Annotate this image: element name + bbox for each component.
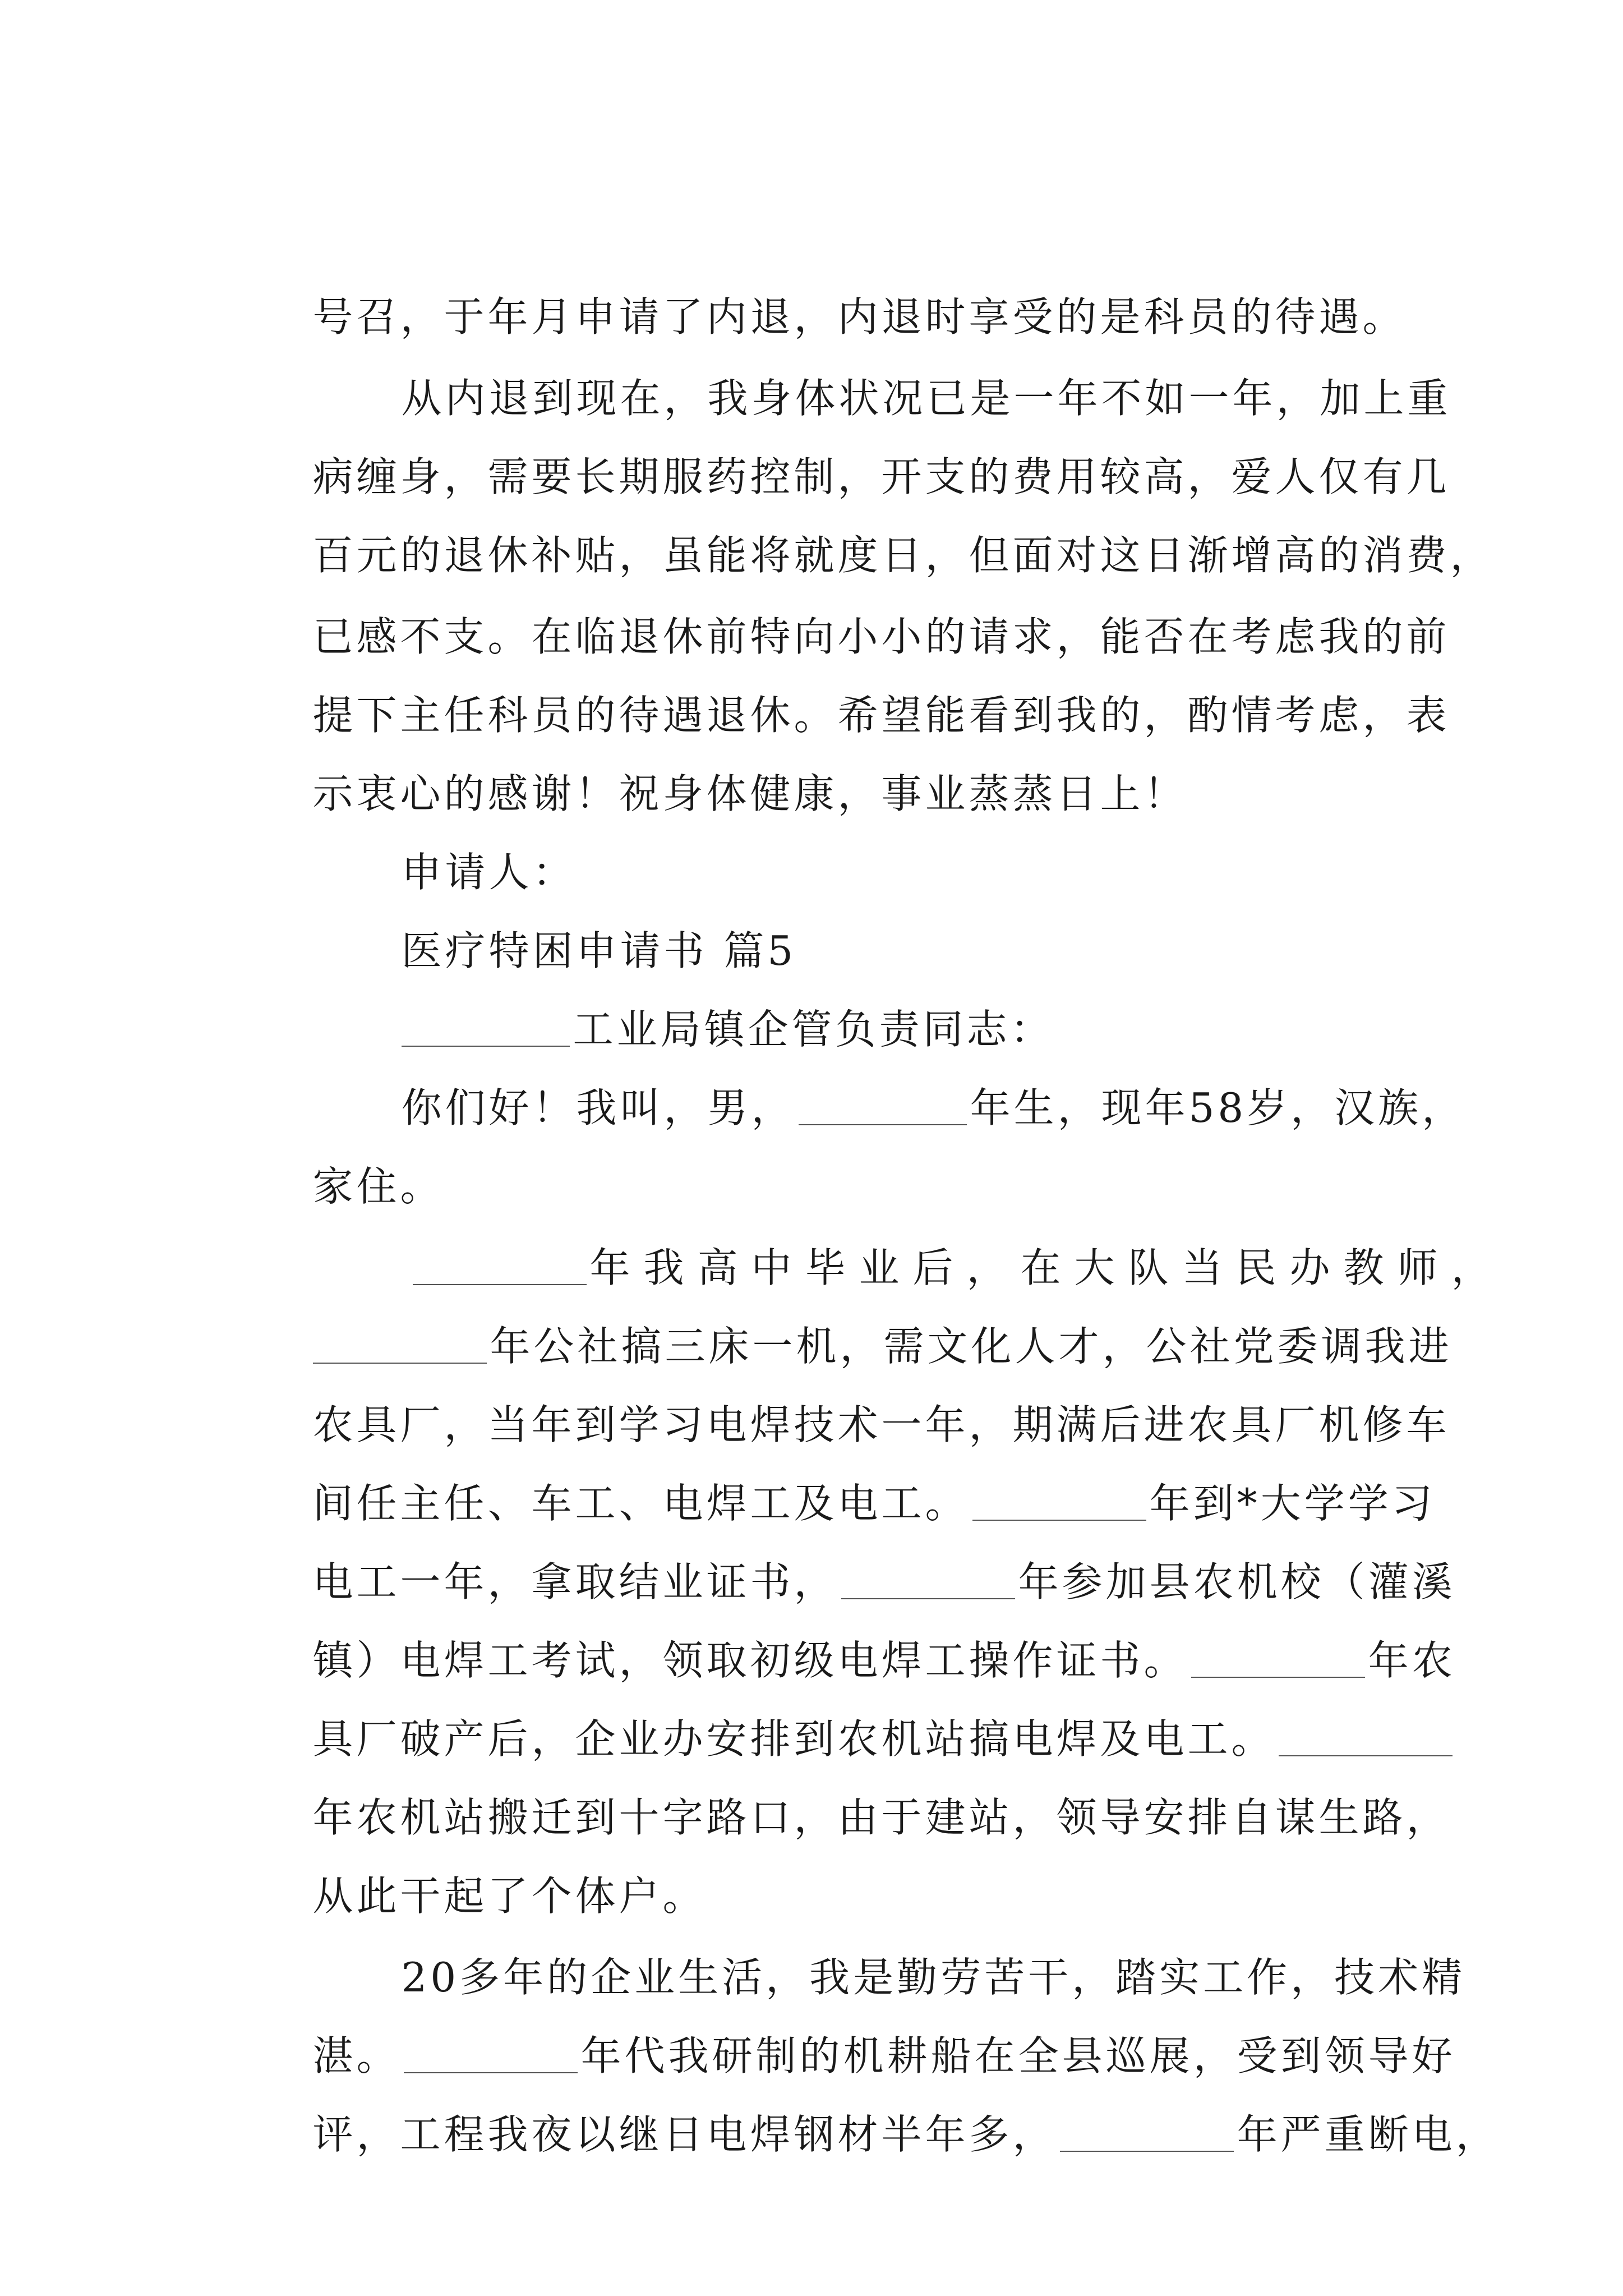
text-run: 年到*大学学习 bbox=[1149, 1480, 1436, 1527]
text-run: 20多年的企业生活，我是勤劳苦干，踏实工作，技术精 bbox=[401, 1954, 1466, 2001]
text-run: 镇）电焊工考试，领取初级电焊工操作证书。 bbox=[312, 1637, 1188, 1684]
text-run: 年农机站搬迁到十字路口，由于建站，领导安排自谋生路， bbox=[312, 1794, 1450, 1841]
text-run: 医疗特困申请书 篇5 bbox=[401, 927, 797, 974]
text-line bbox=[0, 1228, 1623, 1370]
text-run: 湛。 bbox=[312, 2032, 400, 2079]
text-run: 评，工程我夜以继日电焊钢材半年多， bbox=[312, 2111, 1057, 2158]
text-run: 年严重断电， bbox=[1237, 2111, 1500, 2158]
text-run: 年农 bbox=[1368, 1637, 1456, 1684]
text-line bbox=[0, 519, 1623, 660]
text-run: 百元的退休补贴，虽能将就度日，但面对这日渐增高的消费， bbox=[312, 532, 1494, 579]
text-run: 申请人： bbox=[401, 849, 577, 896]
text-line bbox=[0, 1464, 1623, 1605]
text-run: 年参加县农机校（灌溪 bbox=[1018, 1558, 1456, 1605]
text-line bbox=[0, 1543, 1623, 1684]
text-line bbox=[0, 280, 1623, 422]
text-run: 年公社搞三床一机，需文化人才，公社党委调我进 bbox=[490, 1323, 1453, 1370]
signature-label bbox=[0, 754, 1623, 896]
text-line bbox=[0, 2017, 1623, 2158]
text-run: 间任主任、车工、电焊工及电工。 bbox=[312, 1480, 969, 1527]
text-line bbox=[0, 1150, 1623, 1291]
text-line bbox=[0, 990, 1623, 1131]
text-line bbox=[0, 1700, 1623, 1841]
text-run: 电工一年，拿取结业证书， bbox=[312, 1558, 838, 1605]
section-heading bbox=[0, 833, 1623, 974]
text-run: 年我高中毕业后，在大队当民办教师， bbox=[589, 1244, 1505, 1291]
text-run: 已感不支。在临退休前特向小小的请求，能否在考虑我的前 bbox=[312, 613, 1450, 660]
text-run: 农具厂，当年到学习电焊技术一年，期满后进农具厂机修车 bbox=[312, 1401, 1450, 1448]
text-line bbox=[0, 1386, 1623, 1527]
text-run: 年代我研制的机耕船在全县巡展，受到领导好 bbox=[580, 2032, 1456, 2079]
text-line bbox=[0, 676, 1623, 817]
text-line bbox=[0, 1069, 1623, 1210]
text-run: 你们好！我叫，男， bbox=[401, 1084, 795, 1131]
salutation bbox=[0, 912, 1623, 1053]
text-line bbox=[0, 597, 1623, 739]
text-line bbox=[0, 199, 1623, 341]
blank-line bbox=[1060, 2151, 1234, 2152]
text-run: 提下主任科员的待遇退休。希望能看到我的，酌情考虑，表 bbox=[312, 692, 1450, 739]
text-line bbox=[0, 359, 1623, 500]
text-line bbox=[0, 1860, 1623, 2001]
text-line bbox=[0, 1778, 1623, 1920]
text-run: 从此干起了个体户。 bbox=[312, 1872, 707, 1920]
text-run: 工业局镇企管负责同志： bbox=[573, 1006, 1054, 1053]
text-line bbox=[0, 1938, 1623, 2079]
text-line bbox=[0, 438, 1623, 579]
text-run: 病缠身，需要长期服药控制，开支的费用较高，爱人仅有几 bbox=[312, 453, 1450, 500]
text-run: 示衷心的感谢！祝身体健康，事业蒸蒸日上！ bbox=[312, 770, 1188, 817]
text-line bbox=[0, 1621, 1623, 1763]
text-run: 号召，于年月申请了内退，内退时享受的是科员的待遇。 bbox=[312, 293, 1407, 341]
text-line bbox=[0, 1307, 1623, 1448]
text-run: 具厂破产后，企业办安排到农机站搞电焊及电工。 bbox=[312, 1715, 1275, 1763]
text-run: 从内退到现在，我身体状况已是一年不如一年，加上重 bbox=[401, 375, 1451, 422]
text-run: 年生，现年58岁，汉族， bbox=[970, 1084, 1466, 1131]
text-run: 家住。 bbox=[312, 1163, 444, 1210]
